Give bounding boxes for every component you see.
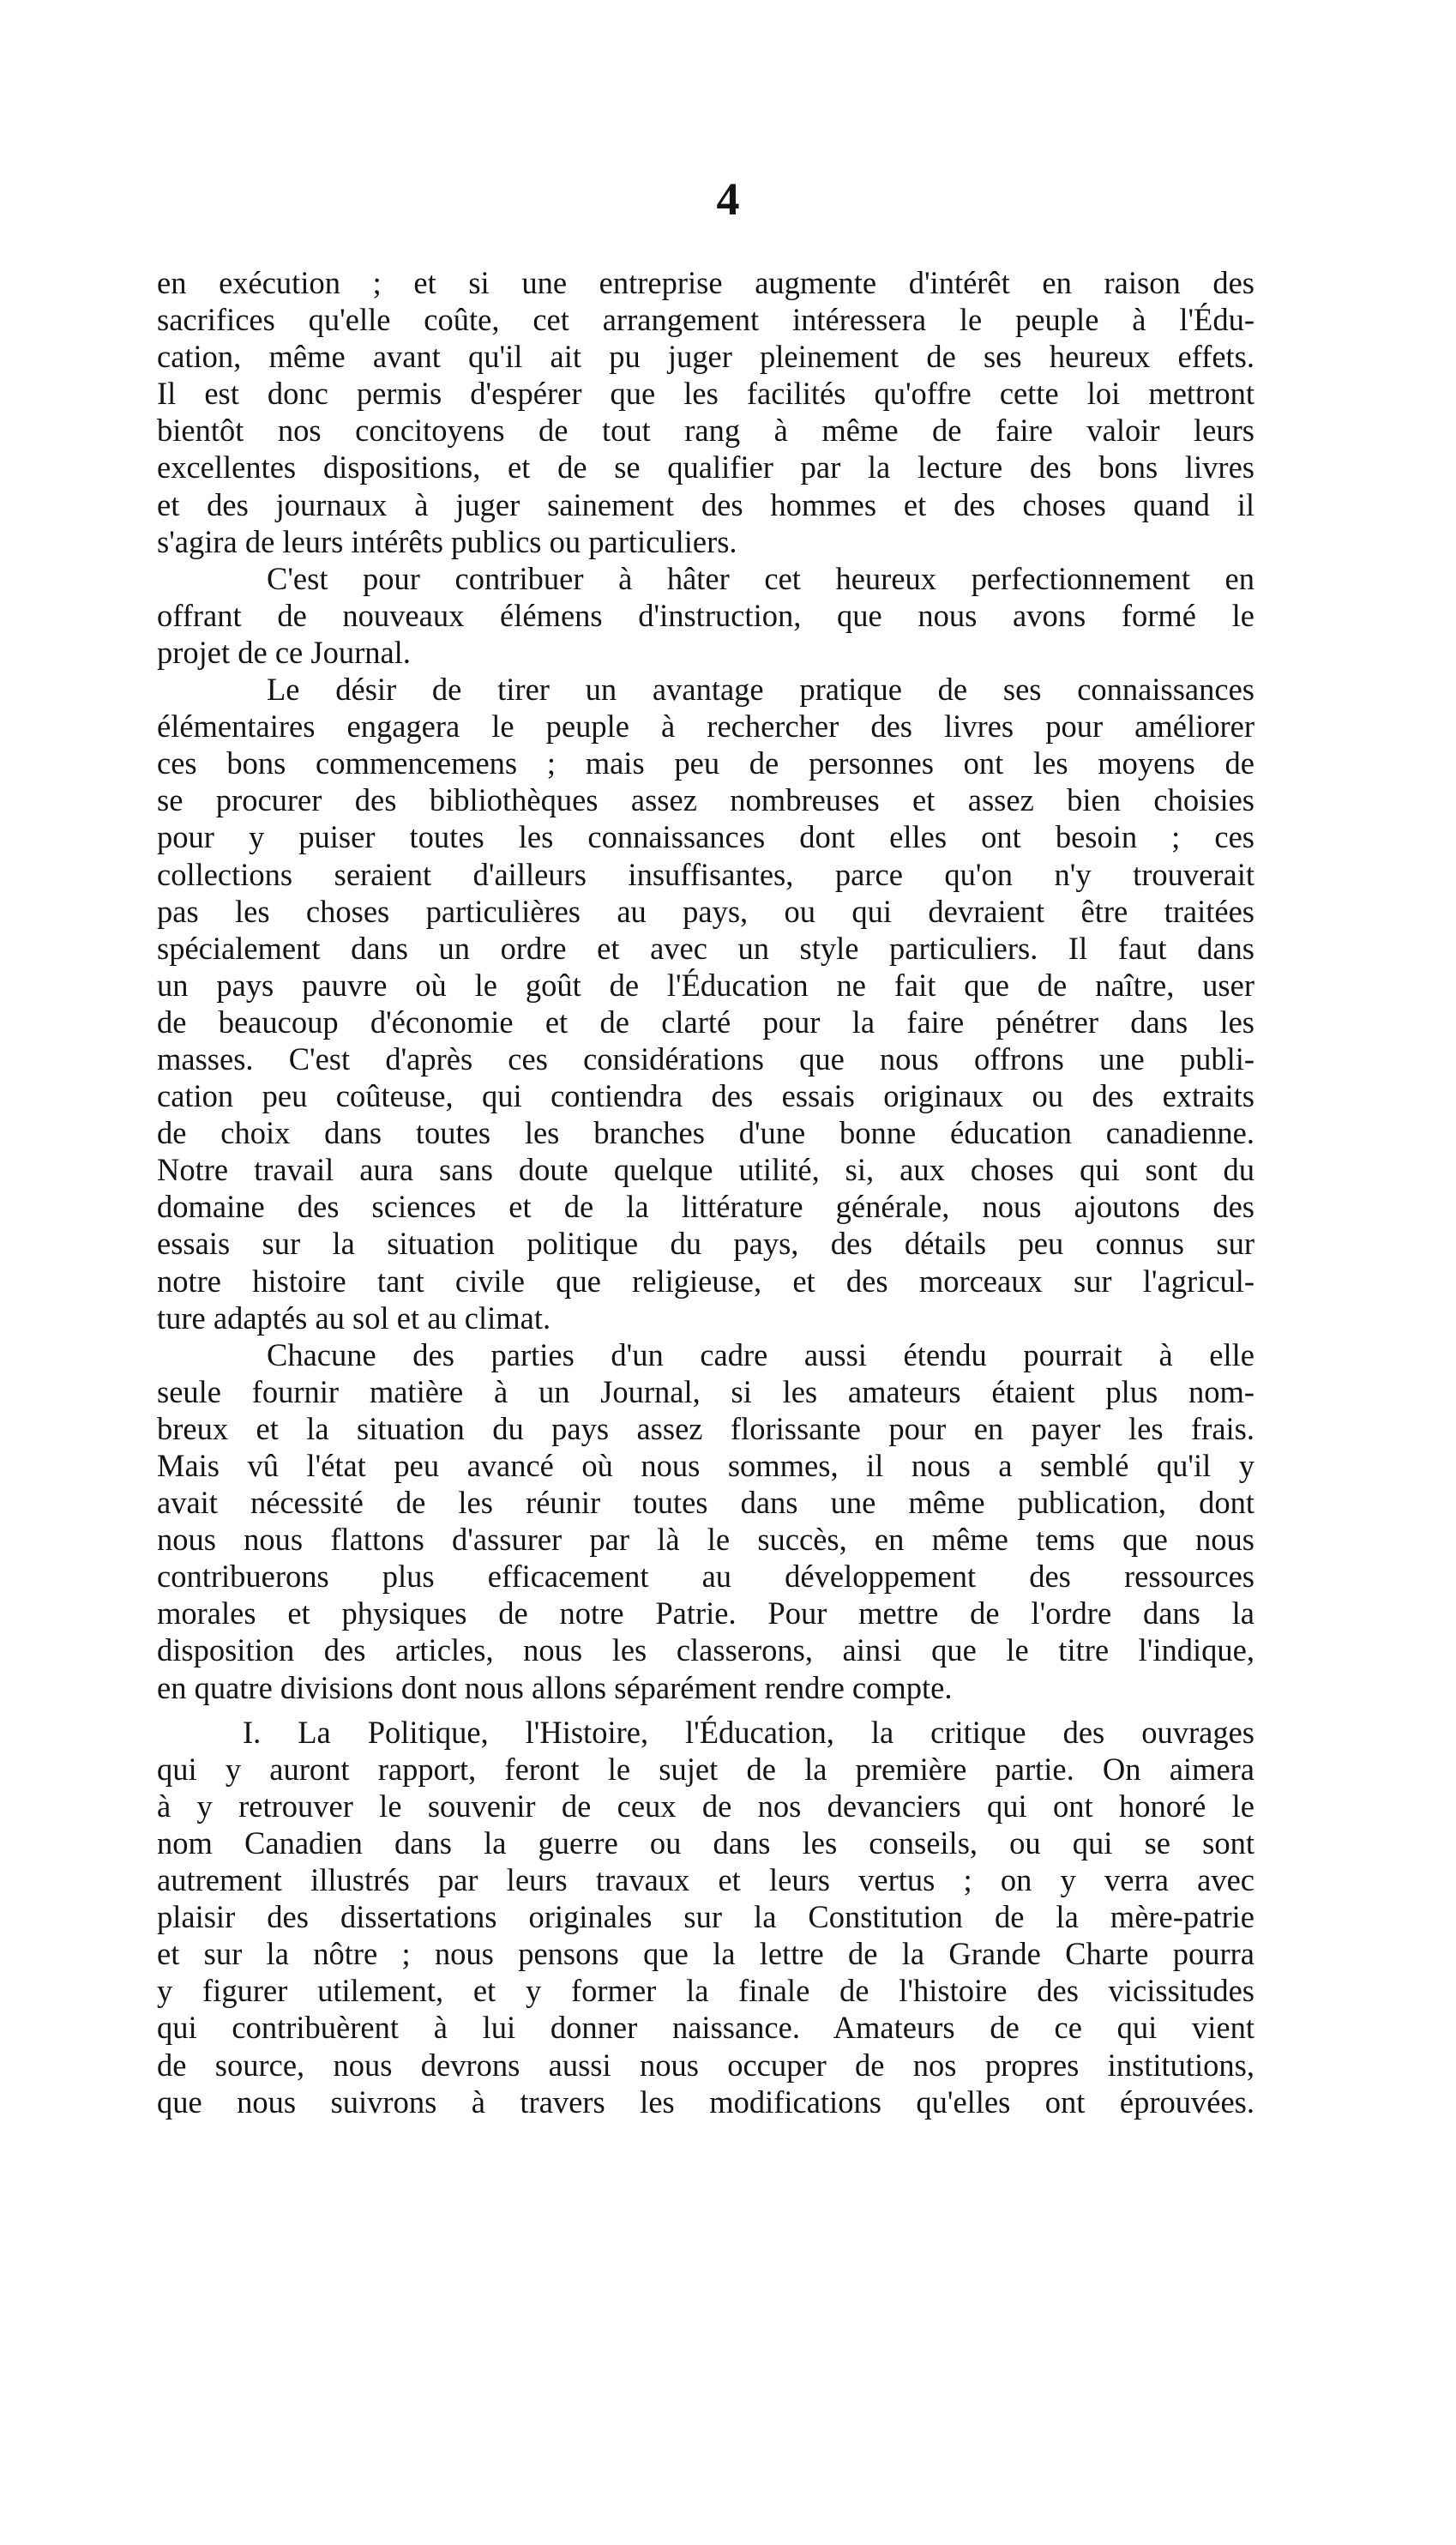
text-line: en exécution ; et si une entreprise augmente d'intérêt en raison des [157, 265, 1254, 300]
paragraph-3 [157, 671, 1254, 1336]
text-line: en quatre divisions dont nous allons séparément rendre compte. [157, 1669, 953, 1705]
text-line: bientôt nos concitoyens de tout rang à même de faire valoir leurs [157, 413, 1254, 449]
text-line: de source, nous devrons aussi nous occuper de nos propres institutions, [157, 2047, 1254, 2083]
text-line: projet de ce Journal. [157, 634, 411, 670]
text-line: collections seraient d'ailleurs insuffisantes, parce qu'on n'y trouverait [157, 856, 1254, 892]
text-line: nous nous flattons d'assurer par là le succès, en même tems que nous [157, 1522, 1254, 1558]
paragraph-2 [157, 560, 1254, 671]
paragraph-4 [157, 1336, 1254, 1706]
text-line: qui y auront rapport, feront le sujet de la première partie. On aimera [157, 1751, 1254, 1787]
text-line: de choix dans toutes les branches d'une bonne éducation canadienne. [157, 1115, 1254, 1151]
text-line: Mais vû l'état peu avancé où nous sommes, il nous a semblé qu'il y [157, 1448, 1254, 1483]
text-line: un pays pauvre où le goût de l'Éducation ne fait que de naître, user [157, 967, 1254, 1003]
text-line: Chacune des parties d'un cadre aussi étendu pourrait à elle [267, 1336, 1254, 1372]
text-line: se procurer des bibliothèques assez nombreuses et assez bien choisies [157, 782, 1254, 818]
text-line: breux et la situation du pays assez florissante pour en payer les frais. [157, 1410, 1254, 1446]
text-line: élémentaires engagera le peuple à rechercher des livres pour améliorer [157, 709, 1254, 745]
text-line: seule fournir matière à un Journal, si les amateurs étaient plus nom- [157, 1373, 1254, 1409]
text-line: sacrifices qu'elle coûte, cet arrangement intéressera le peuple à l'Édu- [157, 302, 1254, 338]
text-line: avait nécessité de les réunir toutes dans une même publication, dont [157, 1485, 1254, 1521]
text-line: y figurer utilement, et y former la finale de l'histoire des vicissitudes [157, 1973, 1254, 2009]
text-line: s'agira de leurs intérêts publics ou particuliers. [157, 523, 737, 559]
text-line: plaisir des dissertations originales sur la Constitution de la mère-patrie [157, 1899, 1254, 1935]
text-line: ces bons commencemens ; mais peu de personnes ont les moyens de [157, 745, 1254, 781]
text-line: notre histoire tant civile que religieuse, et des morceaux sur l'agricul- [157, 1263, 1254, 1299]
paragraph-1 [157, 264, 1254, 560]
text-line: cation, même avant qu'il ait pu juger pleinement de ses heureux effets. [157, 339, 1254, 375]
text-line: Il est donc permis d'espérer que les facilités qu'offre cette loi mettront [157, 376, 1254, 412]
text-line: excellentes dispositions, et de se qualifier par la lecture des bons livres [157, 449, 1254, 485]
body-text [157, 264, 1254, 2120]
text-line: autrement illustrés par leurs travaux et leurs vertus ; on y verra avec [157, 1862, 1254, 1898]
paragraph-5 [157, 1714, 1254, 2120]
text-line: spécialement dans un ordre et avec un style particuliers. Il faut dans [157, 930, 1254, 966]
text-line: C'est pour contribuer à hâter cet heureux perfectionnement en [267, 560, 1254, 596]
text-line: domaine des sciences et de la littérature générale, nous ajoutons des [157, 1189, 1254, 1225]
text-line: ture adaptés au sol et au climat. [157, 1300, 551, 1336]
text-line: morales et physiques de notre Patrie. Pour mettre de l'ordre dans la [157, 1595, 1254, 1631]
text-line: et sur la nôtre ; nous pensons que la lettre de la Grande Charte pourra [157, 1936, 1254, 1972]
text-line: I. La Politique, l'Histoire, l'Éducation, la critique des ouvrages [243, 1714, 1254, 1750]
text-line: essais sur la situation politique du pays, des détails peu connus sur [157, 1226, 1254, 1262]
text-line: contribuerons plus efficacement au développement des ressources [157, 1559, 1254, 1595]
text-line: disposition des articles, nous les classerons, ainsi que le titre l'indique, [157, 1632, 1254, 1668]
text-line: pour y puiser toutes les connaissances dont elles ont besoin ; ces [157, 819, 1254, 855]
text-line: pas les choses particulières au pays, ou qui devraient être traitées [157, 893, 1254, 929]
text-line: nom Canadien dans la guerre ou dans les conseils, ou qui se sont [157, 1824, 1254, 1861]
text-line: de beaucoup d'économie et de clarté pour la faire pénétrer dans les [157, 1004, 1254, 1040]
text-line: offrant de nouveaux élémens d'instruction, que nous avons formé le [157, 597, 1254, 633]
text-line: cation peu coûteuse, qui contiendra des essais originaux ou des extraits [157, 1078, 1254, 1114]
text-line: à y retrouver le souvenir de ceux de nos devanciers qui ont honoré le [157, 1788, 1254, 1824]
text-line: Le désir de tirer un avantage pratique de ses connaissances [267, 672, 1254, 708]
text-line: masses. C'est d'après ces considérations que nous offrons une publi- [157, 1040, 1254, 1076]
text-line: qui contribuèrent à lui donner naissance. Amateurs de ce qui vient [157, 2010, 1254, 2046]
text-line: que nous suivrons à travers les modifications qu'elles ont éprouvées. [157, 2084, 1254, 2120]
text-line: Notre travail aura sans doute quelque utilité, si, aux choses qui sont du [157, 1152, 1254, 1188]
text-line: et des journaux à juger sainement des hommes et des choses quand il [157, 486, 1254, 522]
page-number: 4 [716, 173, 740, 225]
